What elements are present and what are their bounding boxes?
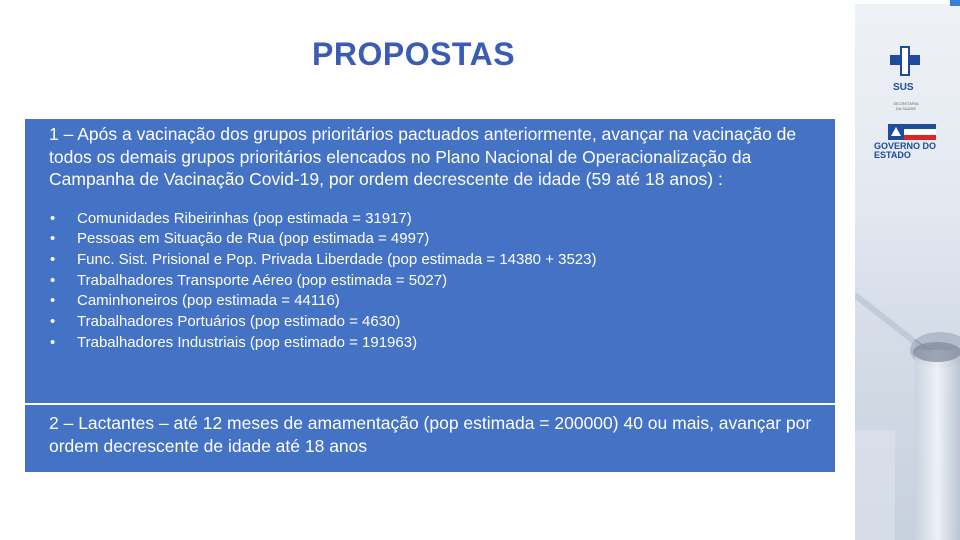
list-item: • Func. Sist. Prisional e Pop. Privada Liberdade (pop estimada = 14380 + 3523) bbox=[49, 250, 813, 271]
list-item: • Trabalhadores Industriais (pop estimado = 191963) bbox=[49, 333, 813, 354]
bullet-icon: • bbox=[50, 313, 56, 331]
accent-bar bbox=[950, 0, 960, 6]
bullet-icon: • bbox=[50, 292, 56, 310]
list-item: • Caminhoneiros (pop estimada = 44116) bbox=[49, 291, 813, 312]
vaccine-vial-image bbox=[855, 200, 960, 540]
bullet-icon: • bbox=[50, 250, 56, 268]
bullet-icon: • bbox=[50, 230, 56, 248]
list-item: • Trabalhadores Portuários (pop estimado = 4630) bbox=[49, 312, 813, 333]
priority-groups-list bbox=[49, 209, 813, 354]
proposal-1-box bbox=[25, 119, 835, 403]
list-item: • Trabalhadores Transporte Aéreo (pop estimada = 5027) bbox=[49, 271, 813, 292]
state-flag-logo bbox=[888, 124, 936, 140]
list-item: • Pessoas em Situação de Rua (pop estimada = 4997) bbox=[49, 229, 813, 250]
proposal-2-text: 2 – Lactantes – até 12 meses de amamentação (pop estimada = 200000) 40 ou mais, avançar por ordem decrescente de idade até 18 anos bbox=[49, 413, 812, 456]
proposal-1-text: 1 – Após a vacinação dos grupos prioritários pactuados anteriormente, avançar na vacinação de todos os demais grupos prioritários elencados no Plano Nacional de Operacionalização da Campanha de Vacinação Covid-19, por ordem decrescente de idade (59 até 18 anos) : bbox=[49, 124, 797, 189]
government-logo-text: GOVERNO DO ESTADO bbox=[874, 141, 937, 160]
bullet-icon: • bbox=[50, 333, 56, 351]
sus-subtext: SECRETARIA DA SAÚDE bbox=[893, 101, 919, 111]
sus-cross-logo bbox=[888, 44, 922, 80]
list-item: • Comunidades Ribeirinhas (pop estimada = 31917) bbox=[49, 209, 813, 230]
proposal-2-box bbox=[25, 405, 835, 472]
sus-logo-text: SUS bbox=[893, 82, 914, 93]
bullet-icon: • bbox=[50, 271, 56, 289]
bullet-icon: • bbox=[50, 209, 56, 227]
slide-title: PROPOSTAS bbox=[312, 36, 516, 72]
